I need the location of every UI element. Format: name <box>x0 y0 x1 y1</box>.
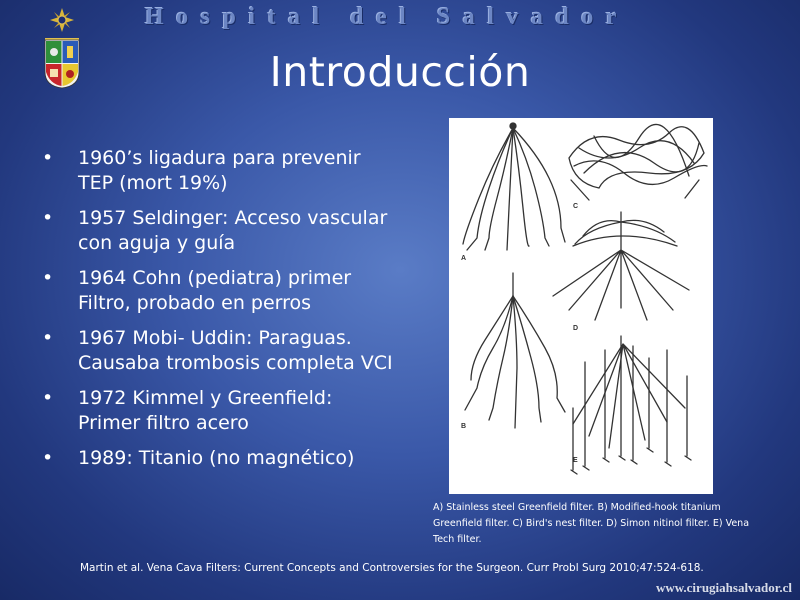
bullet-text: 1957 Seldinger: Acceso vascular con aguja y guía <box>78 207 388 254</box>
bullet-list <box>40 146 400 481</box>
filter-c-drawing <box>569 124 707 200</box>
bullet-item <box>40 446 400 471</box>
bullet-icon: • <box>42 447 54 469</box>
filter-d-drawing <box>553 212 689 320</box>
bullet-item <box>40 146 400 196</box>
bullet-icon: • <box>42 267 54 289</box>
bullet-icon: • <box>42 387 54 409</box>
hospital-name-header: Hospital del Salvador <box>145 4 629 30</box>
reference-citation: Martin et al. Vena Cava Filters: Current Concepts and Controversies for the Surgeon. Curr Probl Surg 2010;47:524-618. <box>80 562 704 574</box>
panel-label-d: D <box>573 325 579 332</box>
bullet-text: 1972 Kimmel y Greenfield: Primer filtro acero <box>78 387 333 434</box>
bullet-item <box>40 206 400 256</box>
panel-label-e: E <box>573 457 578 464</box>
bullet-text: 1960’s ligadura para prevenir TEP (mort 19%) <box>78 147 361 194</box>
bullet-text: 1989: Titanio (no magnético) <box>78 447 355 469</box>
filter-e-drawing <box>571 336 691 474</box>
website-url: www.cirugiahsalvador.cl <box>655 580 792 595</box>
panel-label-b: B <box>461 423 467 430</box>
bullet-text: 1964 Cohn (pediatra) primer Filtro, probado en perros <box>78 267 352 314</box>
bullet-text: 1967 Mobi- Uddin: Paraguas. Causaba trombosis completa VCI <box>78 327 393 374</box>
filter-a-drawing <box>463 123 565 250</box>
bullet-icon: • <box>42 147 54 169</box>
panel-label-c: C <box>573 203 579 210</box>
bullet-item <box>40 386 400 436</box>
panel-label-a: A <box>461 255 467 262</box>
bullet-item <box>40 326 400 376</box>
filter-b-drawing <box>465 273 565 428</box>
bullet-item <box>40 266 400 316</box>
slide-title: Introducción <box>269 48 531 96</box>
figure-caption: A) Stainless steel Greenfield filter. B) Modified-hook titanium Greenfield filter. C) Bird's nest filter. D) Simon nitinol filter. E) Vena Tech filter. <box>433 502 750 545</box>
bullet-icon: • <box>42 207 54 229</box>
bullet-icon: • <box>42 327 54 349</box>
vena-cava-filters-illustration <box>449 118 713 494</box>
